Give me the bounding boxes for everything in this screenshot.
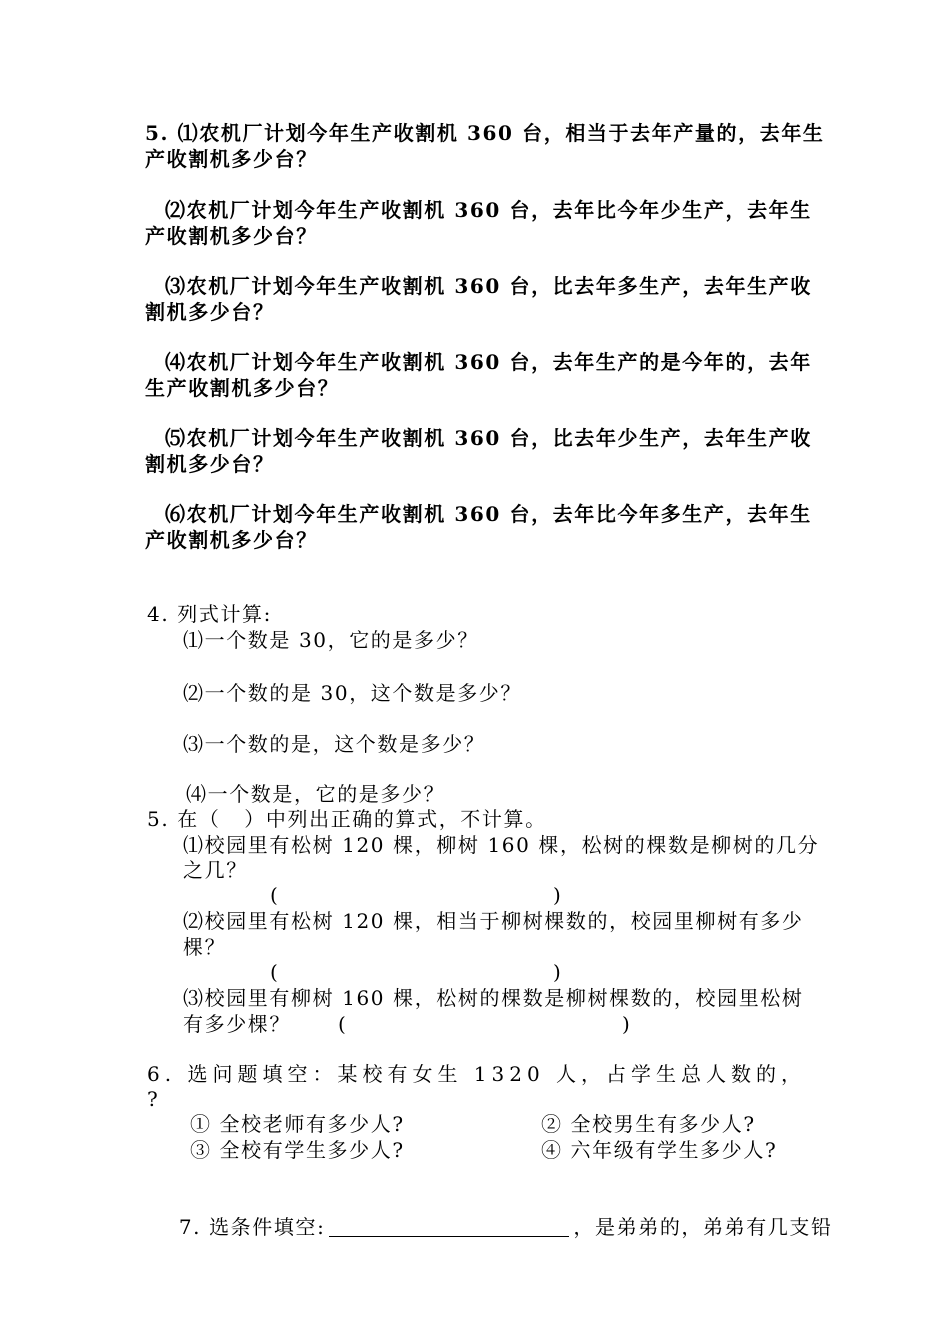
section-5-item-1-line-1: ⑴校园里有松树 120 棵，柳树 160 棵，松树的棵数是柳树的几分: [183, 833, 820, 857]
section-5-title: 5. 在（ ）中列出正确的算式，不计算。: [147, 807, 547, 831]
problem-5-line-2: 割机多少台？: [145, 452, 275, 476]
section-4-item-3: ⑶一个数的是，这个数是多少？: [183, 732, 486, 756]
answer-close-paren-3: ): [622, 1012, 630, 1036]
answer-open-paren-1: (: [270, 883, 278, 907]
section-6-line-2: ?: [147, 1087, 160, 1111]
problem-4-line-1: ⑷农机厂计划今年生产收割机 360 台，去年生产的是今年的，去年: [165, 350, 812, 374]
section-4-item-2: ⑵一个数的是 30，这个数是多少？: [183, 681, 523, 705]
section-6-option-4: ④ 六年级有学生多少人?: [541, 1138, 778, 1162]
problem-4-line-2: 生产收割机多少台？: [145, 376, 340, 400]
answer-open-paren-2: (: [270, 960, 278, 984]
section-6-option-3: ③ 全校有学生多少人?: [190, 1138, 405, 1162]
problem-2-line-1: ⑵农机厂计划今年生产收割机 360 台，去年比今年少生产，去年生: [165, 198, 812, 222]
section-5-item-3-line-1: ⑶校园里有柳树 160 棵，松树的棵数是柳树棵数的，校园里松树: [183, 986, 804, 1010]
section-4-item-1: ⑴一个数是 30，它的是多少？: [183, 628, 479, 652]
section-7-suffix: ，是弟弟的，弟弟有几支铅: [573, 1215, 833, 1239]
problem-3-line-1: ⑶农机厂计划今年生产收割机 360 台，比去年多生产，去年生产收: [165, 274, 812, 298]
problem-6-line-2: 产收割机多少台？: [145, 528, 318, 552]
problem-6-line-1: ⑹农机厂计划今年生产收割机 360 台，去年比今年多生产，去年生: [165, 502, 812, 526]
section-5-item-1-line-2: 之几？: [183, 858, 248, 882]
problem-1-line-2: 产收割机多少台？: [145, 147, 318, 171]
section-6-option-2: ② 全校男生有多少人?: [541, 1112, 756, 1136]
section-6-line-1: 6. 选问题填空：某校有女生 1320 人，占学生总人数的，: [147, 1062, 807, 1086]
section-5-item-2-line-2: 棵？: [183, 935, 227, 959]
section-4-item-4: ⑷一个数是，它的是多少？: [186, 782, 446, 806]
answer-open-paren-3: (: [338, 1012, 346, 1036]
answer-close-paren-1: ): [553, 883, 561, 907]
section-4-title: 4. 列式计算:: [147, 602, 272, 626]
problem-3-line-2: 割机多少台？: [145, 300, 275, 324]
problem-5-line-1: ⑸农机厂计划今年生产收割机 360 台，比去年少生产，去年生产收: [165, 426, 812, 450]
problem-1-line-1: 5. ⑴农机厂计划今年生产收割机 360 台，相当于去年产量的，去年生: [145, 121, 825, 145]
problem-2-line-2: 产收割机多少台？: [145, 224, 318, 248]
section-7-line: [147, 1188, 833, 1266]
answer-close-paren-2: ): [553, 960, 561, 984]
section-5-item-2-line-1: ⑵校园里有松树 120 棵，相当于柳树棵数的，校园里柳树有多少: [183, 909, 804, 933]
section-7-answer-blank[interactable]: [329, 1216, 569, 1237]
section-5-item-3-line-2: 有多少棵？: [183, 1012, 291, 1036]
section-7-prefix: 7. 选条件填空:: [178, 1215, 326, 1239]
section-6-option-1: ① 全校老师有多少人?: [190, 1112, 405, 1136]
